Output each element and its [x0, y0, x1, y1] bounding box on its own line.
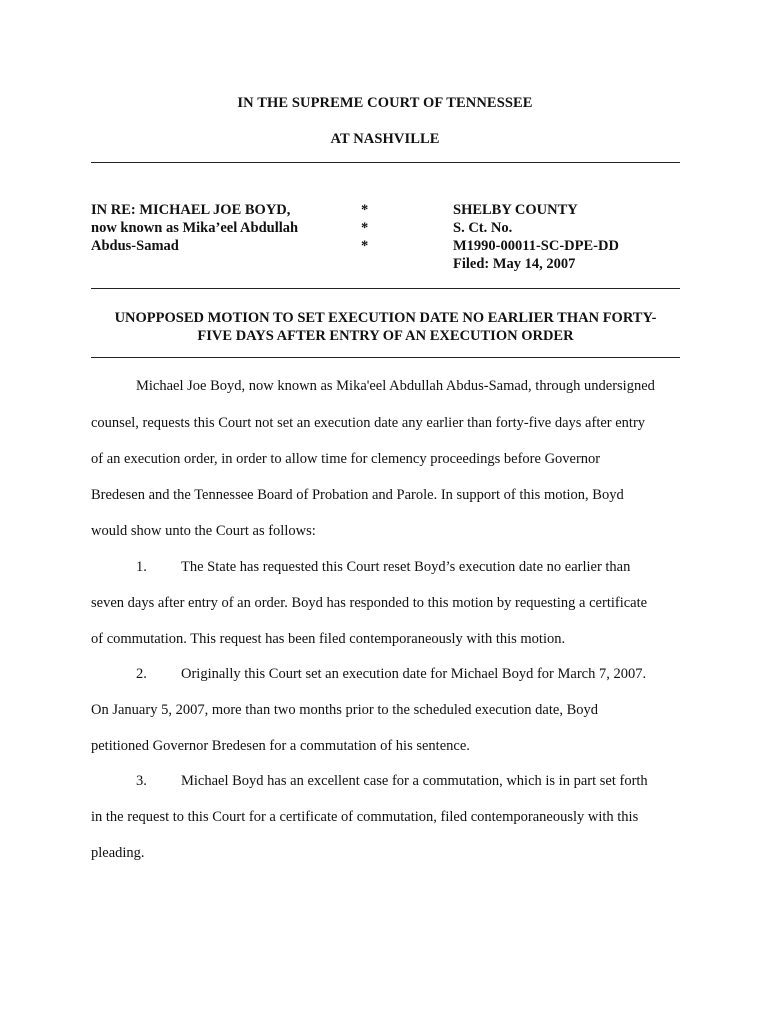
paragraph-line: petitioned Governor Bredesen for a commutation of his sentence. — [91, 738, 470, 754]
divider-top — [91, 162, 680, 163]
case-info-block — [453, 201, 683, 273]
paragraph-line: Bredesen and the Tennessee Board of Probation and Parole. In support of this motion, Boyd — [91, 487, 624, 503]
filed-date: Filed: May 14, 2007 — [453, 256, 576, 272]
case-party-block — [91, 201, 351, 255]
court-number-label: S. Ct. No. — [453, 220, 513, 236]
paragraph-line: The State has requested this Court reset Boyd’s execution date no earlier than — [181, 559, 631, 575]
paragraph-line: On January 5, 2007, more than two months prior to the scheduled execution date, Boyd — [91, 702, 598, 718]
court-location: AT NASHVILLE — [330, 131, 440, 147]
motion-title-line: FIVE DAYS AFTER ENTRY OF AN EXECUTION ORDER — [197, 328, 574, 344]
paragraph-number: 1. — [136, 559, 147, 575]
caption-separator — [361, 201, 381, 255]
divider-middle — [91, 288, 680, 289]
paragraph-line: counsel, requests this Court not set an execution date any earlier than forty-five days after entry — [91, 415, 646, 431]
case-party-line: now known as Mika’eel Abdullah — [91, 220, 299, 236]
asterisk: * — [361, 220, 369, 236]
paragraph-line: Originally this Court set an execution date for Michael Boyd for March 7, 2007. — [181, 666, 647, 682]
motion-title-line: UNOPPOSED MOTION TO SET EXECUTION DATE NO EARLIER THAN FORTY- — [114, 310, 657, 326]
paragraph-line: pleading. — [91, 845, 145, 861]
divider-bottom — [91, 357, 680, 358]
paragraph-line: Michael Joe Boyd, now known as Mika'eel Abdullah Abdus-Samad, through undersigned — [136, 378, 655, 394]
paragraph-line: of commutation. This request has been filed contemporaneously with this motion. — [91, 631, 566, 647]
paragraph-line: of an execution order, in order to allow time for clemency proceedings before Governor — [91, 451, 601, 467]
asterisk: * — [361, 202, 369, 218]
paragraph-line: Michael Boyd has an excellent case for a commutation, which is in part set forth — [181, 773, 648, 789]
case-party-line: Abdus-Samad — [91, 238, 179, 254]
case-party-line: IN RE: MICHAEL JOE BOYD, — [91, 202, 291, 218]
court-name: IN THE SUPREME COURT OF TENNESSEE — [237, 95, 533, 111]
paragraph-line: would show unto the Court as follows: — [91, 523, 316, 539]
motion-title — [91, 309, 680, 345]
case-number: M1990-00011-SC-DPE-DD — [453, 238, 619, 254]
paragraph-number: 2. — [136, 666, 147, 682]
paragraph-line: in the request to this Court for a certificate of commutation, filed contemporaneously with this — [91, 809, 639, 825]
paragraph-line: seven days after entry of an order. Boyd has responded to this motion by requesting a certificate — [91, 595, 648, 611]
paragraph-number: 3. — [136, 773, 147, 789]
asterisk: * — [361, 238, 369, 254]
county: SHELBY COUNTY — [453, 202, 578, 218]
